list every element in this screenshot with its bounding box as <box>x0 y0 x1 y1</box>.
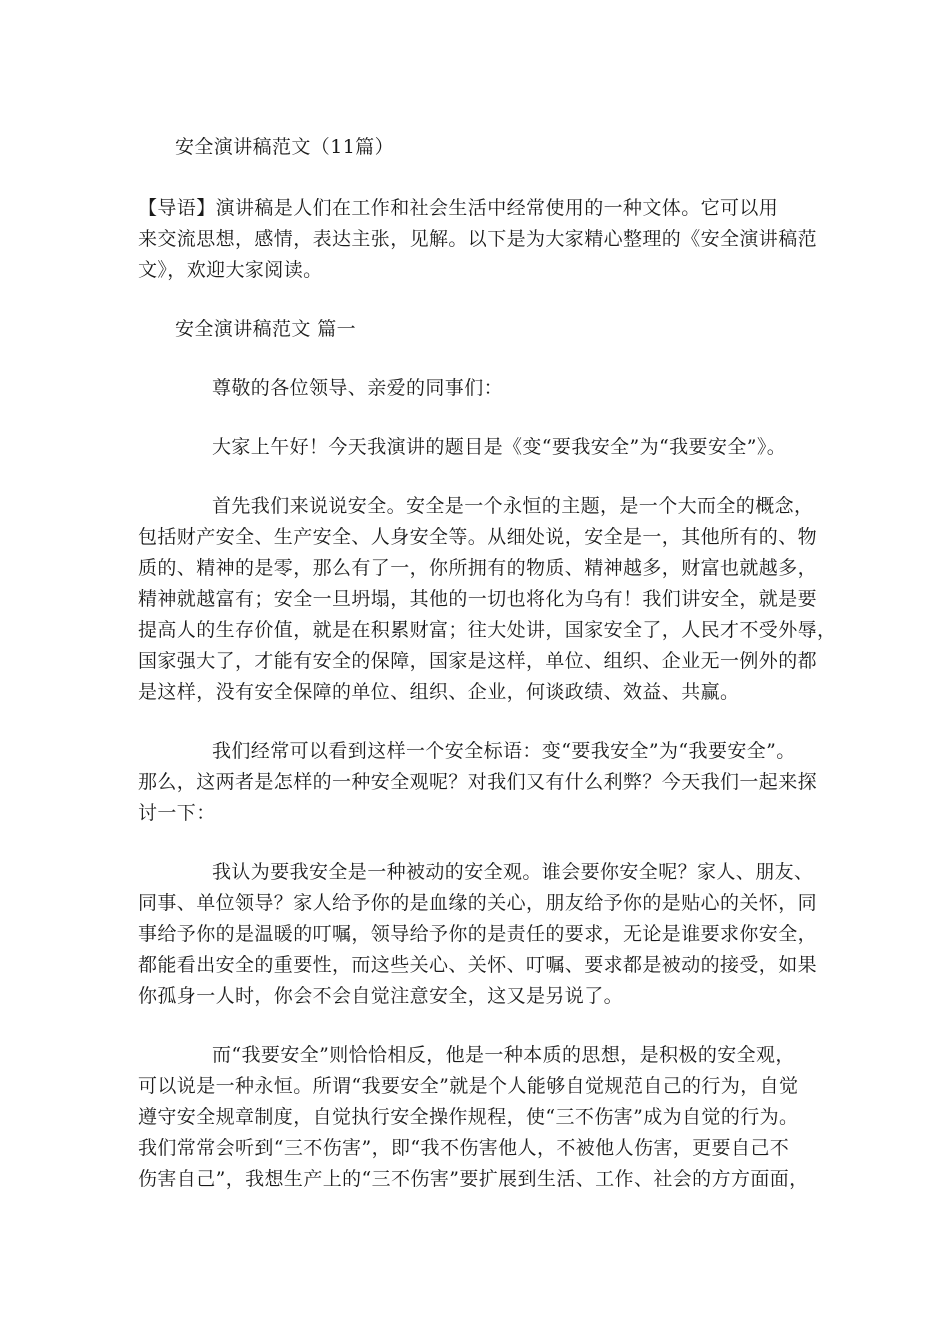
paragraph-line: 伤害自己”，我想生产上的“三不伤害”要扩展到生活、工作、社会的方方面面， <box>138 1168 809 1190</box>
paragraph-line: 讨一下： <box>138 802 216 824</box>
paragraph-line: 同事、单位领导？家人给予你的是血缘的关心，朋友给予你的是贴心的关怀，同 <box>138 892 818 914</box>
paragraph-line: 都能看出安全的重要性，而这些关心、关怀、叮嘱、要求都是被动的接受，如果 <box>138 954 818 976</box>
paragraph-line: 包括财产安全、生产安全、人身安全等。从细处说，安全是一，其他所有的、物 <box>138 526 818 548</box>
paragraph-line: 你孤身一人时，你会不会自觉注意安全，这又是另说了。 <box>138 985 624 1007</box>
paragraph-line: 我们经常可以看到这样一个安全标语：变“要我安全”为“我要安全”。 <box>212 740 796 762</box>
paragraph-line: 精神就越富有；安全一旦坍塌，其他的一切也将化为乌有！我们讲安全，就是要 <box>138 588 818 610</box>
intro-paragraph <box>138 193 818 286</box>
paragraph <box>138 1040 818 1195</box>
paragraph <box>138 491 837 708</box>
section-title: 安全演讲稿范文 篇一 <box>175 318 357 340</box>
paragraph <box>138 432 818 463</box>
paragraph-line: 是这样，没有安全保障的单位、组织、企业，何谈政绩、效益、共赢。 <box>138 681 740 703</box>
paragraph-line: 提高人的生存价值，就是在积累财富；往大处讲，国家安全了，人民才不受外辱， <box>138 619 837 641</box>
paragraph-line: 那么，这两者是怎样的一种安全观呢？对我们又有什么利弊？今天我们一起来探 <box>138 771 818 793</box>
paragraph-line: 首先我们来说说安全。安全是一个永恒的主题，是一个大而全的概念， <box>212 495 814 517</box>
paragraph-line: 遵守安全规章制度，自觉执行安全操作规程，使“三不伤害”成为自觉的行为。 <box>138 1106 799 1128</box>
paragraph-line: 事给予你的是温暖的叮嘱，领导给予你的是责任的要求，无论是谁要求你安全， <box>138 923 818 945</box>
paragraph-line: 可以说是一种永恒。所谓“我要安全”就是个人能够自觉规范自己的行为，自觉 <box>138 1075 799 1097</box>
document-page <box>138 132 837 1223</box>
intro-line: 文》，欢迎大家阅读。 <box>138 259 323 281</box>
paragraph-line: 我认为要我安全是一种被动的安全观。谁会要你安全呢？家人、朋友、 <box>212 861 814 883</box>
greeting: 尊敬的各位领导、亲爱的同事们： <box>212 377 504 399</box>
paragraph <box>138 736 818 829</box>
intro-line: 【导语】演讲稿是人们在工作和社会生活中经常使用的一种文体。它可以用 <box>138 197 779 219</box>
paragraph-line: 我们常常会听到“三不伤害”，即“我不伤害他人，不被他人伤害，更要自己不 <box>138 1137 790 1159</box>
intro-line: 来交流思想，感情，表达主张，见解。以下是为大家精心整理的《安全演讲稿范 <box>138 228 818 250</box>
paragraph-line: 大家上午好！今天我演讲的题目是《变“要我安全”为“我要安全”》。 <box>212 436 787 458</box>
document-title: 安全演讲稿范文（11篇） <box>175 136 394 158</box>
paragraph-line: 质的、精神的是零，那么有了一，你所拥有的物质、精神越多，财富也就越多， <box>138 557 818 579</box>
paragraph <box>138 857 818 1012</box>
paragraph-line: 国家强大了，才能有安全的保障，国家是这样，单位、组织、企业无一例外的都 <box>138 650 818 672</box>
paragraph-line: 而“我要安全”则恰恰相反，他是一种本质的思想，是积极的安全观， <box>212 1044 795 1066</box>
